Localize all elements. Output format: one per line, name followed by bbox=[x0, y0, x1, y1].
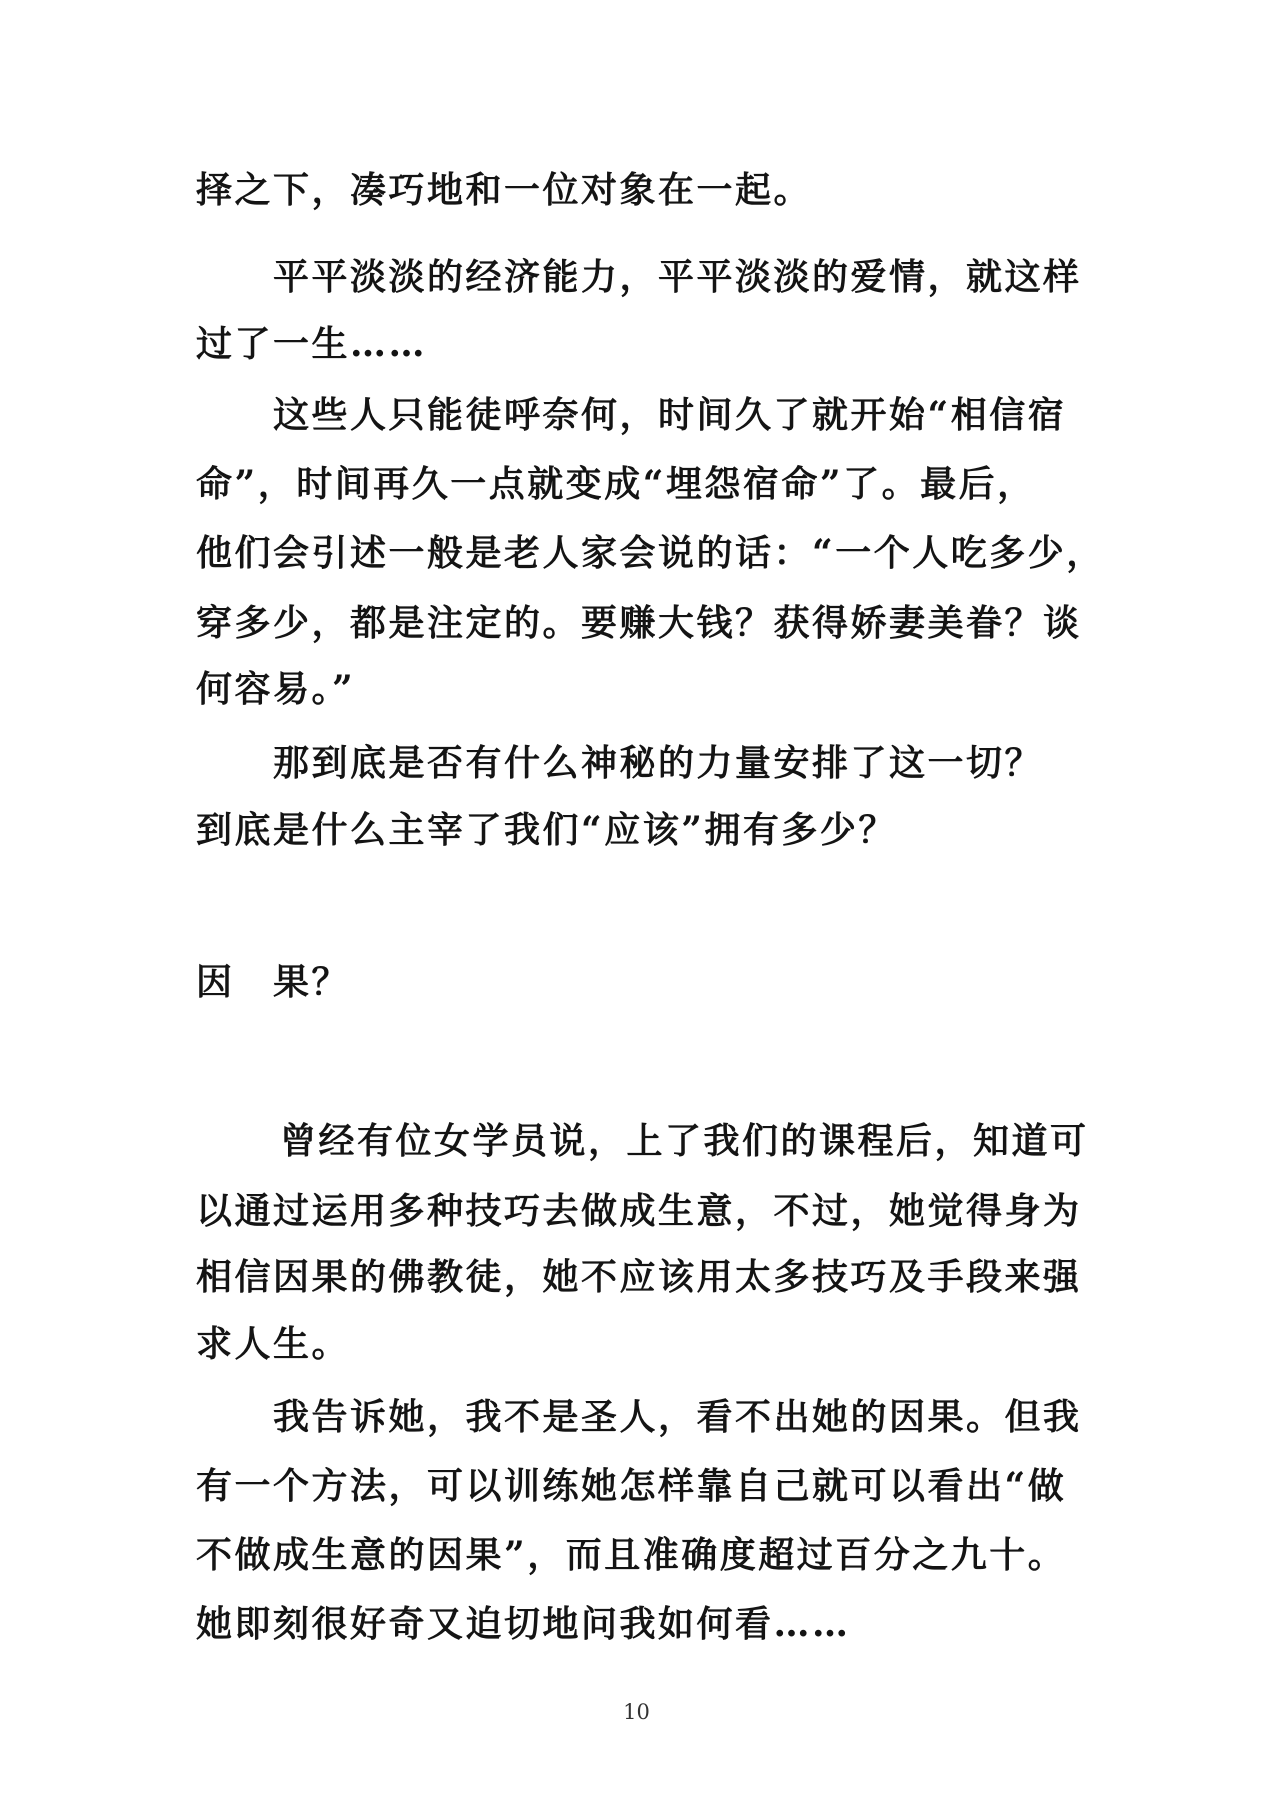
text-line: 求人生。 bbox=[196, 1323, 351, 1365]
text-line: 何容易。” bbox=[196, 668, 356, 710]
text-line: 她即刻很好奇又迫切地问我如何看…… bbox=[196, 1603, 851, 1645]
text-line: 那到底是否有什么神秘的力量安排了这一切？ bbox=[273, 742, 1044, 784]
text-line: 曾经有位女学员说，上了我们的课程后，知道可 bbox=[280, 1120, 1089, 1162]
text-line: 这些人只能徒呼奈何，时间久了就开始“相信宿 bbox=[273, 394, 1067, 436]
section-heading: 因 果？ bbox=[196, 961, 351, 1003]
text-line: 穿多少，都是注定的。要赚大钱？获得娇妻美眷？谈 bbox=[196, 602, 1082, 644]
text-line: 过了一生…… bbox=[196, 323, 428, 365]
text-line: 平平淡淡的经济能力，平平淡淡的爱情，就这样 bbox=[273, 256, 1082, 298]
text-line: 命”，时间再久一点就变成“埋怨宿命”了。最后， bbox=[196, 463, 1036, 505]
text-line: 到底是什么主宰了我们“应该”拥有多少？ bbox=[196, 809, 897, 851]
text-line: 有一个方法，可以训练她怎样靠自己就可以看出“做 bbox=[196, 1465, 1067, 1507]
text-line: 相信因果的佛教徒，她不应该用太多技巧及手段来强 bbox=[196, 1256, 1082, 1298]
text-line: 我告诉她，我不是圣人，看不出她的因果。但我 bbox=[273, 1396, 1082, 1438]
page-number: 10 bbox=[623, 1700, 650, 1724]
text-line: 择之下，凑巧地和一位对象在一起。 bbox=[196, 169, 813, 211]
text-line: 他们会引述一般是老人家会说的话：“一个人吃多少， bbox=[196, 532, 1105, 574]
text-line: 以通过运用多种技巧去做成生意，不过，她觉得身为 bbox=[196, 1190, 1082, 1232]
text-line: 不做成生意的因果”，而且准确度超过百分之九十。 bbox=[196, 1534, 1067, 1576]
